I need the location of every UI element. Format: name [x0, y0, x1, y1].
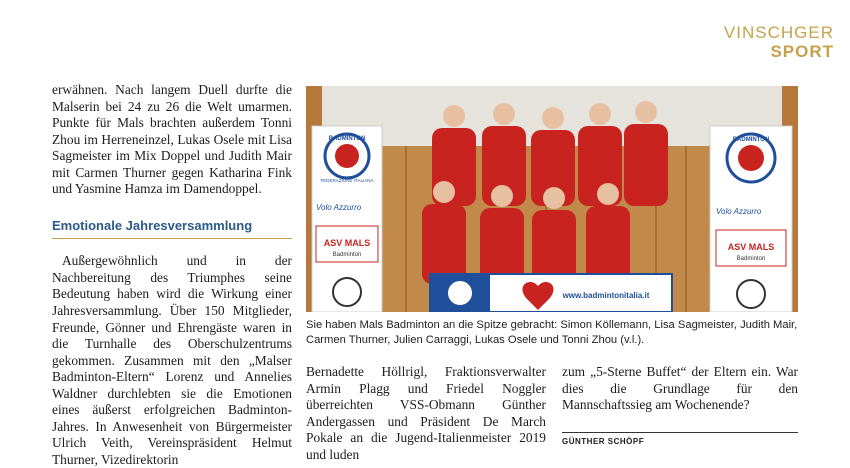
- front-banner-text: www.badmintonitalia.it: [562, 291, 650, 300]
- team-photo: [306, 86, 798, 312]
- right-column: [562, 364, 798, 414]
- right-banner-title: BADMINTON: [732, 137, 770, 143]
- middle-column: [306, 364, 546, 463]
- right-club-text: ASV MALS: [727, 242, 775, 252]
- body-middle-paragraph: Bernadette Höllrigl, Fraktionsverwalter Armin Plagg und Friedel Noggler überreichten VSS-Obmann Günther Andergassen und Präsident De March Pokale an die Jugend-Italienmeister 2019 und luden: [306, 364, 546, 462]
- front-banner: [430, 274, 672, 312]
- left-club-sub: Badminton: [332, 252, 362, 258]
- body-right-paragraph: zum „5-Sterne Buffet“ der Eltern ein. War dies die Grundlage für den Mannschaftssieg am Wochenende?: [562, 364, 798, 413]
- byline: GÜNTHER SCHÖPF: [562, 432, 798, 446]
- left-column: [52, 82, 292, 468]
- left-banner: [312, 126, 382, 312]
- masthead: [724, 24, 834, 60]
- brand-name: VINSCHGER: [723, 23, 834, 42]
- intro-paragraph: erwähnen. Nach langem Duell durfte die Malserin bei 24 zu 26 die Welt umarmen. Punkte für Mals brachten außerdem Tonni Zhou im Herreneinzel, Lukas Osele mit Lisa Sagmeister im Mix Doppel und Judith Mair mit Carmen Thurner gegen Katharina Fink und Yasmine Hamza im Damendoppel.: [52, 82, 292, 197]
- right-club-sub: Badminton: [736, 256, 766, 262]
- section-name: SPORT: [770, 42, 834, 61]
- left-banner-sub: FEDERAZIONE ITALIANA: [320, 178, 374, 183]
- left-banner-title: BADMINTON: [328, 136, 366, 142]
- left-club-text: ASV MALS: [323, 238, 371, 248]
- body-left-paragraph: Außergewöhnlich und in der Nachbereitung des Triumphes seine Bedeutung haben wird die Wirkung einer Jahresversammlung. Über 150 Mitglieder, Freunde, Gönner und Ehrengäste waren in die Turnhalle des Oberschulzentrums gekommen. Zusammen mit den „Malser Badminton-Eltern“ Lorenz und Annelies Waldner durchlebten sie die Emotionen eines äußerst erfolgreichen Badminton-Jahres. In Anwesenheit von Bürgermeister Ulrich Veith, Vereinspräsident Helmut Thurner, Vizedirektorin: [52, 253, 292, 467]
- subheading: Emotionale Jahresversammlung: [52, 218, 292, 240]
- right-banner: [710, 126, 792, 312]
- photo-caption: Sie haben Mals Badminton an die Spitze gebracht: Simon Köllemann, Lisa Sagmeister, Judith Mair, Carmen Thurner, Julien Carraggi, Lukas Osele und Tonni Zhou (v.l.).: [306, 319, 798, 346]
- left-sponsor-text: Volo Azzurro: [316, 203, 362, 212]
- right-sponsor-text: Volo Azzurro: [716, 207, 762, 216]
